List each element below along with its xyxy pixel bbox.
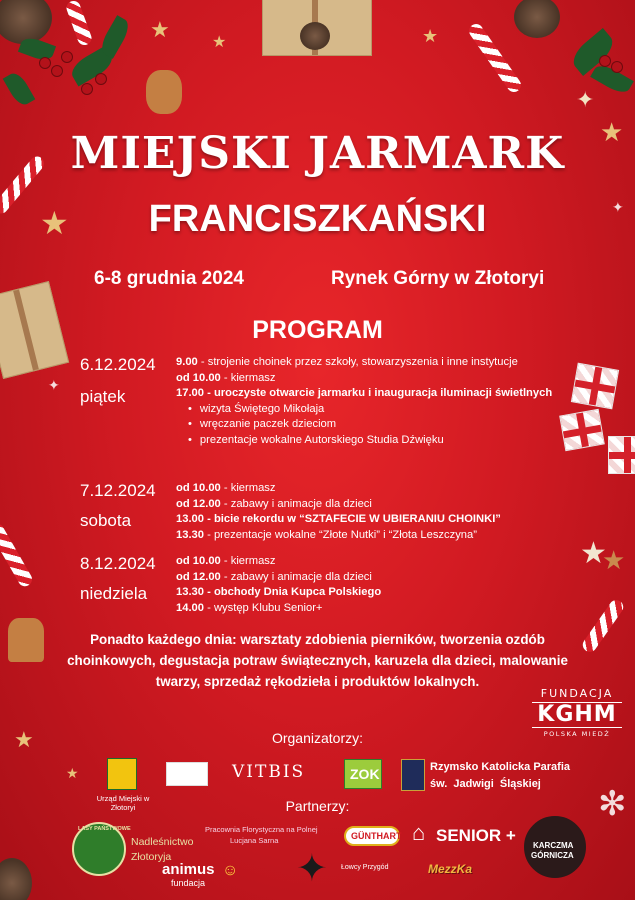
gingerbread-tree-icon — [8, 618, 44, 662]
nadlesnictwo-label-2: Złotoryja — [131, 851, 172, 863]
urzad-label: Urząd Miejski w Złotoryi — [96, 794, 150, 812]
berry-icon — [82, 84, 92, 94]
star-icon: ★ — [66, 766, 79, 782]
event-text: - kiermasz — [220, 371, 276, 384]
day-date: 6.12.2024 — [80, 355, 156, 374]
senior-label: SENIOR + — [436, 826, 516, 845]
sub-event-item: • wręczanie paczek dzieciom — [176, 417, 566, 433]
sparkle-icon: ✦ — [612, 200, 624, 216]
kghm-label: KGHM — [532, 702, 622, 728]
mezzka-logo — [428, 862, 472, 876]
mezzka-label: MezzKa — [428, 862, 473, 876]
berry-icon — [52, 66, 62, 76]
holly-leaf-icon — [97, 15, 133, 59]
berry-icon — [40, 58, 50, 68]
event-item — [176, 512, 566, 528]
event-item — [176, 355, 566, 371]
star-icon: ★ — [40, 204, 69, 242]
zok-logo — [344, 759, 382, 789]
compass-star-icon: ✦ — [296, 848, 328, 890]
day-date: 7.12.2024 — [80, 481, 156, 500]
event-text: - występ Klubu Senior+ — [204, 601, 323, 614]
event-time: od 10.00 — [176, 482, 221, 494]
polska-miedz-label: POLSKA MIEDŹ — [543, 730, 611, 738]
event-time: od 12.00 — [176, 570, 221, 583]
sub-event-item: • prezentacje wokalne Autorskiego Studia Dźwięku — [176, 433, 566, 449]
event-time: od 10.00 — [176, 371, 221, 384]
event-item — [176, 554, 566, 570]
event-time: 9.00 — [176, 356, 198, 368]
sparkle-icon: ✦ — [48, 378, 60, 394]
gift-icon — [571, 363, 619, 410]
pracownia-label-2: Lucjana Sarna — [230, 836, 279, 845]
star-icon: ★ — [422, 26, 439, 47]
event-text: - zabawy i animacje dla dzieci — [220, 497, 372, 510]
star-icon: ★ — [212, 32, 227, 51]
event-time: 13.30 — [176, 528, 204, 541]
title-line-2: FRANCISZKAŃSKI — [148, 198, 487, 240]
event-item — [176, 528, 566, 544]
event-time: od 10.00 — [176, 555, 221, 567]
lasy-label: LASY PAŃSTWOWE — [78, 826, 131, 832]
candy-cane-icon — [65, 0, 94, 47]
day-name: sobota — [80, 511, 132, 530]
event-text: - strojenie choinek przez szkoły, stowarzyszenia i inne instytucje — [197, 356, 518, 368]
organizers-heading: Organizatorzy: — [271, 730, 364, 746]
house-icon: ⌂ — [412, 820, 426, 845]
event-item — [176, 497, 566, 513]
berry-icon — [612, 62, 622, 72]
star-icon: ✦ — [576, 88, 595, 113]
event-item — [176, 570, 566, 586]
parafia-label-2: św. Jadwigi Śląskiej — [430, 778, 541, 790]
program-heading: PROGRAM — [252, 316, 383, 344]
pinecone-icon — [0, 0, 52, 44]
event-time: od 12.00 — [176, 497, 221, 510]
zok-label: ZOK — [350, 766, 380, 782]
event-item — [176, 585, 566, 601]
sparkle-icon: ✻ — [598, 784, 627, 824]
berry-icon — [62, 52, 72, 62]
event-item — [176, 481, 566, 497]
gunthart-logo — [344, 826, 400, 846]
gingerbread-icon — [146, 70, 182, 114]
event-list — [176, 481, 566, 543]
star-icon: ★ — [600, 118, 624, 148]
event-text: - zabawy i animacje dla dzieci — [220, 570, 372, 583]
day-name: piątek — [80, 387, 126, 406]
pinecone-icon — [300, 22, 330, 50]
sub-event-item: • wizyta Świętego Mikołaja — [176, 402, 566, 418]
event-item — [176, 371, 566, 387]
pinecone-icon — [0, 858, 32, 900]
event-time: 14.00 — [176, 601, 204, 614]
candy-cane-icon — [466, 21, 523, 95]
event-text: - prezentacje wokalne “Złote Nutki” i “Złota Leszczyna” — [204, 528, 477, 541]
event-time: 17.00 — [176, 387, 204, 400]
parafia-emblem-icon — [401, 759, 425, 791]
event-item — [176, 386, 566, 402]
event-text: - uroczyste otwarcie jarmarku i inauguracja iluminacji świetlnych — [204, 387, 553, 400]
coat-of-arms-icon — [107, 758, 137, 790]
holly-leaf-icon — [3, 70, 36, 108]
pinecone-icon — [514, 0, 560, 38]
star-icon: ★ — [150, 18, 170, 43]
karczma-label-2: GÓRNICZA — [531, 851, 574, 860]
event-text: - bicie rekordu w “SZTAFECIE W UBIERANIU CHOINKI” — [204, 513, 501, 526]
event-dates: 6-8 grudnia 2024 — [94, 268, 244, 289]
star-icon: ★ — [14, 728, 34, 753]
candy-cane-icon — [0, 521, 35, 589]
fundacja-label: FUNDACJA — [540, 687, 614, 700]
day-date: 8.12.2024 — [80, 554, 156, 573]
event-list — [176, 355, 566, 449]
gift-icon — [608, 436, 635, 474]
gunthart-label: GÜNTHART — [351, 831, 402, 841]
berry-icon — [96, 74, 106, 84]
event-item — [176, 601, 566, 617]
event-time: 13.30 — [176, 586, 204, 599]
karczma-gornicza-logo — [524, 816, 586, 878]
event-text: - kiermasz — [220, 555, 276, 567]
animus-label: animus — [162, 861, 215, 878]
partners-heading: Partnerzy: — [285, 798, 350, 814]
vitbis-label: VITBIS — [232, 762, 306, 782]
star-icon: ★ — [602, 546, 626, 576]
gift-icon — [559, 409, 605, 451]
berry-icon — [600, 56, 610, 66]
title-line-1: MIEJSKI JARMARK — [70, 128, 565, 179]
event-place: Rynek Górny w Złotoryi — [331, 268, 545, 289]
holly-leaf-icon — [18, 35, 56, 64]
children-icon: ☺ — [222, 862, 239, 879]
parafia-label-1: Rzymsko Katolicka Parafia — [430, 761, 571, 773]
lowcy-przygod-label: Łowcy Przygód — [341, 864, 389, 871]
star-icon: ★ — [580, 536, 607, 571]
event-text: - kiermasz — [220, 482, 276, 494]
candy-cane-icon — [580, 597, 626, 654]
event-text: - obchody Dnia Kupca Polskiego — [204, 586, 382, 599]
day-name: niedziela — [80, 584, 148, 603]
vitbis-logo — [232, 762, 305, 782]
animus-sub-label: fundacja — [171, 878, 206, 888]
pracownia-label-1: Pracownia Florystyczna na Polnej — [205, 825, 318, 834]
karczma-label-1: KARCZMA — [533, 841, 574, 850]
organizer-logo-small — [166, 762, 208, 786]
every-day-note: Ponadto każdego dnia: warsztaty zdobienia pierników, tworzenia ozdób choinkowych, degustacja potraw świątecznych, karuzela dla dzieci, malowanie twarzy, sprzedaż rękodzieła i produktów lokalnych. — [67, 632, 568, 689]
event-time: 13.00 — [176, 513, 204, 526]
nadlesnictwo-label-1: Nadleśnictwo — [131, 836, 194, 848]
event-list — [176, 554, 566, 616]
